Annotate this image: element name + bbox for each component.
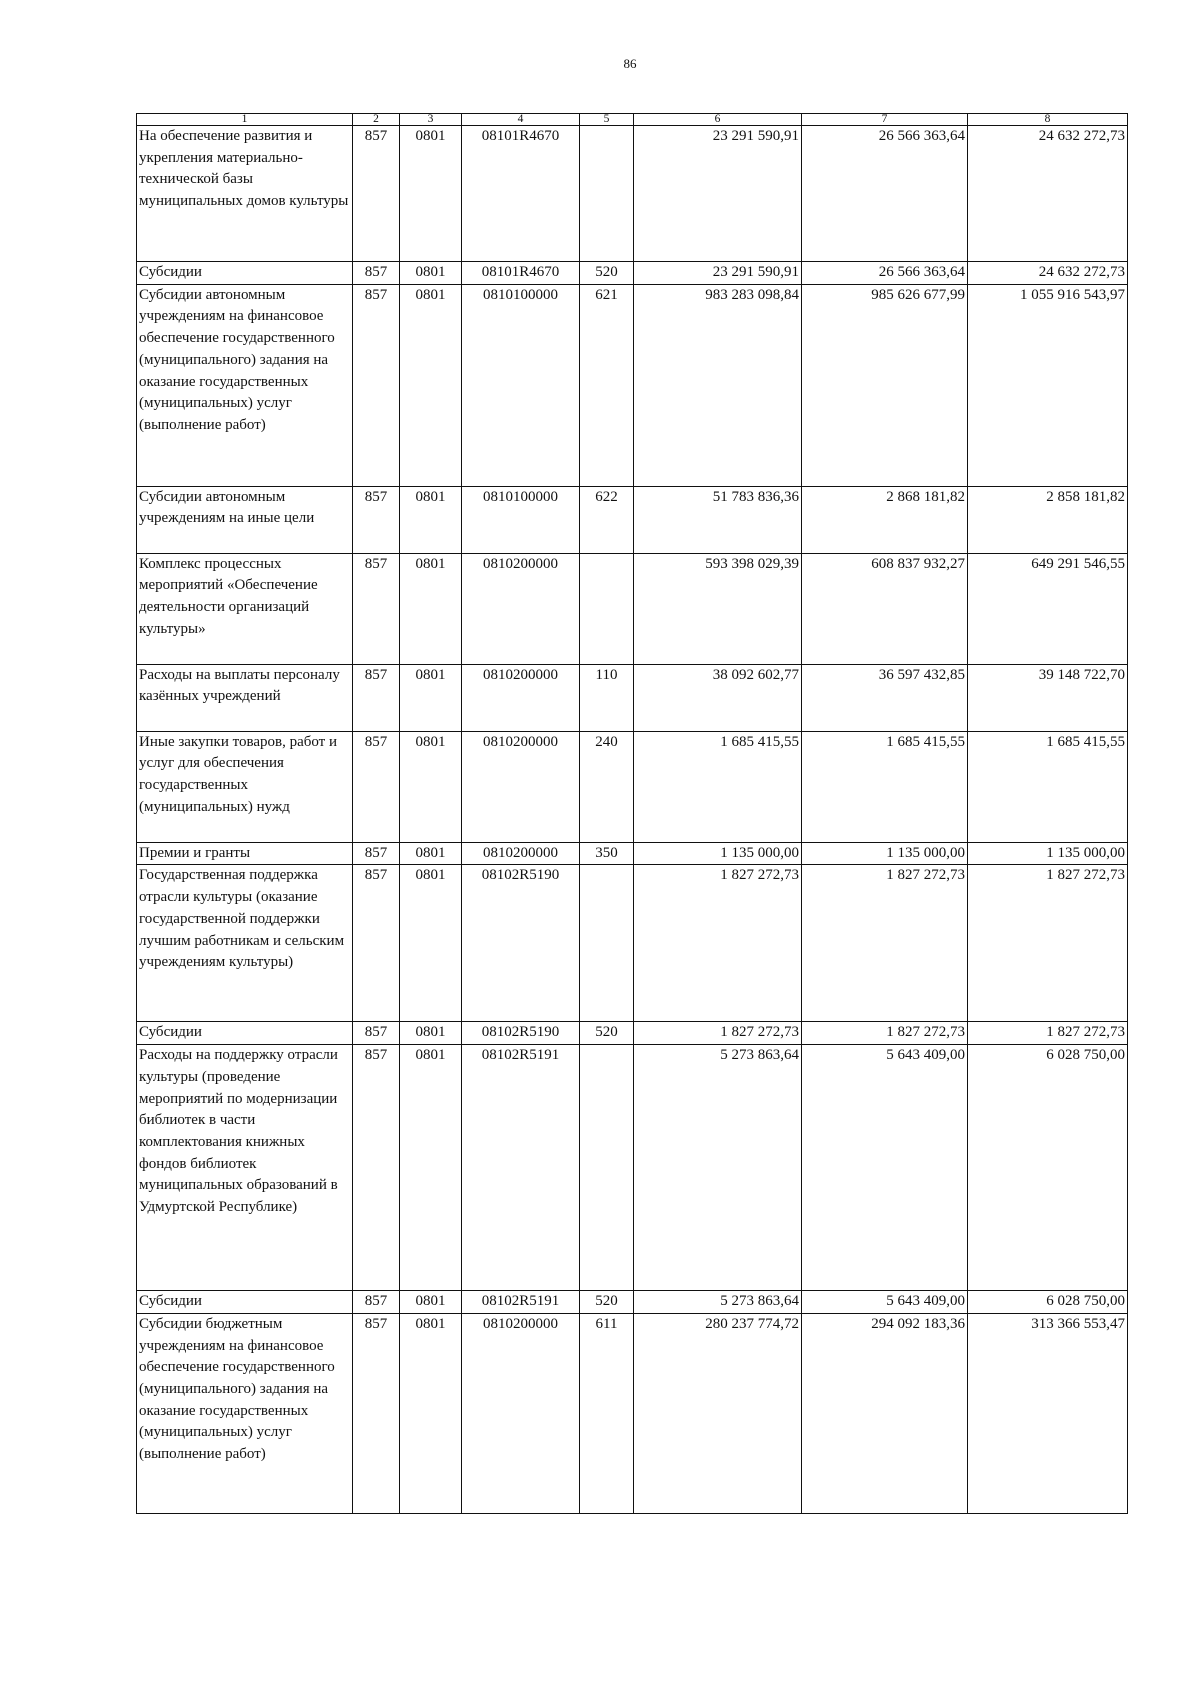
cell-col4: 0810200000: [462, 1313, 580, 1513]
table-header-row: [137, 114, 1128, 126]
cell-col4: 08102R5190: [462, 1022, 580, 1045]
table-row: [137, 262, 1128, 285]
cell-col4: 08102R5191: [462, 1045, 580, 1291]
cell-col3: 0801: [400, 1291, 462, 1314]
cell-col7: 2 868 181,82: [802, 486, 968, 553]
budget-table: [136, 113, 1128, 1514]
cell-col2: 857: [353, 126, 400, 262]
cell-col5: [580, 1045, 634, 1291]
cell-col8: 2 858 181,82: [968, 486, 1128, 553]
cell-col8: 1 827 272,73: [968, 1022, 1128, 1045]
column-header: 3: [400, 114, 462, 126]
table-row: [137, 842, 1128, 865]
table-row: [137, 865, 1128, 1022]
column-header: 7: [802, 114, 968, 126]
cell-col3: 0801: [400, 126, 462, 262]
row-name: Комплекс процессных мероприятий «Обеспечение деятельности организаций культуры»: [137, 553, 353, 664]
row-name: Субсидии: [137, 262, 353, 285]
cell-col3: 0801: [400, 731, 462, 842]
cell-col4: 08102R5191: [462, 1291, 580, 1314]
row-name: Иные закупки товаров, работ и услуг для обеспечения государственных (муниципальных) нужд: [137, 731, 353, 842]
cell-col5: 622: [580, 486, 634, 553]
cell-col7: 5 643 409,00: [802, 1291, 968, 1314]
cell-col6: 983 283 098,84: [634, 284, 802, 486]
cell-col6: 593 398 029,39: [634, 553, 802, 664]
row-name: Субсидии: [137, 1022, 353, 1045]
cell-col7: 1 827 272,73: [802, 865, 968, 1022]
cell-col3: 0801: [400, 842, 462, 865]
cell-col6: 1 135 000,00: [634, 842, 802, 865]
cell-col6: 5 273 863,64: [634, 1291, 802, 1314]
cell-col8: 24 632 272,73: [968, 126, 1128, 262]
row-name: Государственная поддержка отрасли культуры (оказание государственной поддержки лучшим работникам и сельским учреждениям культуры): [137, 865, 353, 1022]
table-row: [137, 1291, 1128, 1314]
cell-col7: 1 135 000,00: [802, 842, 968, 865]
cell-col2: 857: [353, 1045, 400, 1291]
cell-col2: 857: [353, 664, 400, 731]
cell-col8: 1 135 000,00: [968, 842, 1128, 865]
cell-col7: 294 092 183,36: [802, 1313, 968, 1513]
cell-col5: 350: [580, 842, 634, 865]
row-name: Премии и гранты: [137, 842, 353, 865]
cell-col3: 0801: [400, 262, 462, 285]
cell-col3: 0801: [400, 553, 462, 664]
cell-col3: 0801: [400, 284, 462, 486]
row-name: На обеспечение развития и укрепления материально-технической базы муниципальных домов культуры: [137, 126, 353, 262]
cell-col6: 23 291 590,91: [634, 126, 802, 262]
page-number: 86: [623, 56, 637, 71]
cell-col6: 1 685 415,55: [634, 731, 802, 842]
cell-col6: 38 092 602,77: [634, 664, 802, 731]
cell-col5: 520: [580, 262, 634, 285]
cell-col6: 1 827 272,73: [634, 1022, 802, 1045]
table-row: [137, 731, 1128, 842]
cell-col8: 1 055 916 543,97: [968, 284, 1128, 486]
cell-col8: 313 366 553,47: [968, 1313, 1128, 1513]
cell-col4: 0810100000: [462, 486, 580, 553]
cell-col8: 1 685 415,55: [968, 731, 1128, 842]
cell-col2: 857: [353, 1291, 400, 1314]
table-row: [137, 664, 1128, 731]
cell-col5: [580, 865, 634, 1022]
column-header: 5: [580, 114, 634, 126]
row-name: Субсидии автономным учреждениям на иные цели: [137, 486, 353, 553]
cell-col6: 1 827 272,73: [634, 865, 802, 1022]
cell-col7: 36 597 432,85: [802, 664, 968, 731]
table-row: [137, 1022, 1128, 1045]
column-header: 6: [634, 114, 802, 126]
cell-col6: 5 273 863,64: [634, 1045, 802, 1291]
table-row: [137, 126, 1128, 262]
cell-col2: 857: [353, 1022, 400, 1045]
cell-col5: 611: [580, 1313, 634, 1513]
cell-col7: 5 643 409,00: [802, 1045, 968, 1291]
cell-col3: 0801: [400, 486, 462, 553]
cell-col6: 280 237 774,72: [634, 1313, 802, 1513]
cell-col4: 08102R5190: [462, 865, 580, 1022]
cell-col4: 08101R4670: [462, 126, 580, 262]
cell-col2: 857: [353, 842, 400, 865]
cell-col5: 520: [580, 1022, 634, 1045]
cell-col7: 608 837 932,27: [802, 553, 968, 664]
cell-col2: 857: [353, 1313, 400, 1513]
column-header: 4: [462, 114, 580, 126]
cell-col4: 0810100000: [462, 284, 580, 486]
cell-col4: 0810200000: [462, 842, 580, 865]
cell-col5: 520: [580, 1291, 634, 1314]
cell-col2: 857: [353, 731, 400, 842]
cell-col8: 1 827 272,73: [968, 865, 1128, 1022]
cell-col7: 26 566 363,64: [802, 262, 968, 285]
table-row: [137, 284, 1128, 486]
cell-col5: 240: [580, 731, 634, 842]
cell-col6: 23 291 590,91: [634, 262, 802, 285]
row-name: Расходы на поддержку отрасли культуры (проведение мероприятий по модернизации библиотек в части комплектования книжных фондов библиотек муниципальных образований в Удмуртской Республике): [137, 1045, 353, 1291]
cell-col7: 1 827 272,73: [802, 1022, 968, 1045]
cell-col8: 24 632 272,73: [968, 262, 1128, 285]
table-row: [137, 553, 1128, 664]
cell-col3: 0801: [400, 1045, 462, 1291]
cell-col5: [580, 126, 634, 262]
cell-col5: 621: [580, 284, 634, 486]
cell-col2: 857: [353, 262, 400, 285]
row-name: Субсидии автономным учреждениям на финансовое обеспечение государственного (муниципального) задания на оказание государственных (муниципальных) услуг (выполнение работ): [137, 284, 353, 486]
cell-col5: 110: [580, 664, 634, 731]
cell-col8: 6 028 750,00: [968, 1291, 1128, 1314]
cell-col7: 26 566 363,64: [802, 126, 968, 262]
cell-col4: 0810200000: [462, 664, 580, 731]
column-header: 1: [137, 114, 353, 126]
cell-col6: 51 783 836,36: [634, 486, 802, 553]
row-name: Субсидии: [137, 1291, 353, 1314]
cell-col3: 0801: [400, 1313, 462, 1513]
cell-col5: [580, 553, 634, 664]
cell-col2: 857: [353, 284, 400, 486]
column-header: 8: [968, 114, 1128, 126]
cell-col3: 0801: [400, 865, 462, 1022]
cell-col2: 857: [353, 553, 400, 664]
cell-col2: 857: [353, 865, 400, 1022]
cell-col7: 985 626 677,99: [802, 284, 968, 486]
table-row: [137, 1045, 1128, 1291]
row-name: Расходы на выплаты персоналу казённых учреждений: [137, 664, 353, 731]
cell-col2: 857: [353, 486, 400, 553]
cell-col8: 39 148 722,70: [968, 664, 1128, 731]
table-row: [137, 1313, 1128, 1513]
cell-col3: 0801: [400, 1022, 462, 1045]
row-name: Субсидии бюджетным учреждениям на финансовое обеспечение государственного (муниципального) задания на оказание государственных (муниципальных) услуг (выполнение работ): [137, 1313, 353, 1513]
cell-col4: 0810200000: [462, 553, 580, 664]
column-header: 2: [353, 114, 400, 126]
table-row: [137, 486, 1128, 553]
cell-col8: 6 028 750,00: [968, 1045, 1128, 1291]
cell-col7: 1 685 415,55: [802, 731, 968, 842]
cell-col4: 0810200000: [462, 731, 580, 842]
cell-col3: 0801: [400, 664, 462, 731]
cell-col8: 649 291 546,55: [968, 553, 1128, 664]
cell-col4: 08101R4670: [462, 262, 580, 285]
